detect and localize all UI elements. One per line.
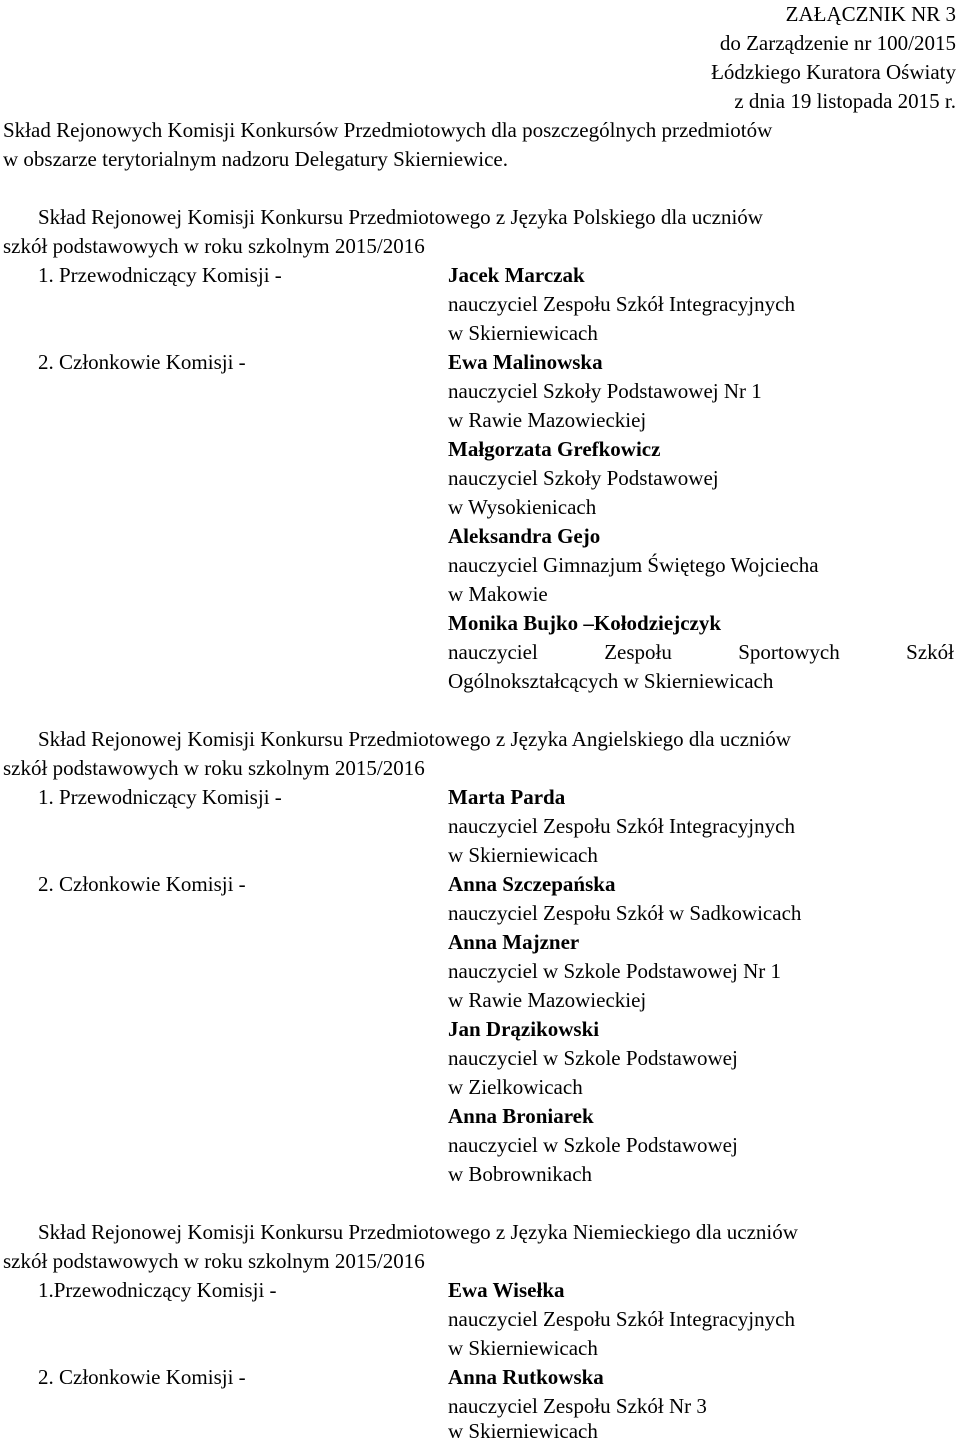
- english-chair-label: 1. Przewodniczący Komisji -: [38, 785, 282, 809]
- english-member-3-desc: nauczyciel w Szkole Podstawowej: [448, 1046, 738, 1070]
- english-member-2-desc: nauczyciel w Szkole Podstawowej Nr 1: [448, 959, 781, 983]
- desc-word: Zespołu: [604, 640, 672, 664]
- german-chair-label: 1.Przewodniczący Komisji -: [38, 1278, 277, 1302]
- english-member-2-city: w Rawie Mazowieckiej: [448, 988, 647, 1012]
- german-chair-name: Ewa Wisełka: [448, 1278, 565, 1302]
- polish-chair-label: 1. Przewodniczący Komisji -: [38, 263, 282, 287]
- german-member-1-city: w Skierniewicach: [448, 1419, 598, 1443]
- polish-member-4-desc: [448, 638, 954, 667]
- german-chair-desc: nauczyciel Zespołu Szkół Integracyjnych: [448, 1307, 795, 1331]
- polish-member-2-desc: nauczyciel Szkoły Podstawowej: [448, 466, 719, 490]
- german-title: Skład Rejonowej Komisji Konkursu Przedmiotowego z Języka Niemieckiego dla uczniów: [38, 1220, 798, 1244]
- german-members-label: 2. Członkowie Komisji -: [38, 1365, 246, 1389]
- english-chair-desc: nauczyciel Zespołu Szkół Integracyjnych: [448, 814, 795, 838]
- polish-chair-desc: nauczyciel Zespołu Szkół Integracyjnych: [448, 292, 795, 316]
- german-member-1-desc: nauczyciel Zespołu Szkół Nr 3: [448, 1394, 707, 1418]
- english-member-3-city: w Zielkowicach: [448, 1075, 583, 1099]
- polish-member-4-name: Monika Bujko –Kołodziejczyk: [448, 611, 722, 635]
- english-chair-name: Marta Parda: [448, 785, 566, 809]
- german-chair-city: w Skierniewicach: [448, 1336, 598, 1360]
- polish-member-3-name: Aleksandra Gejo: [448, 524, 601, 548]
- polish-member-1-name: Ewa Malinowska: [448, 350, 603, 374]
- english-member-1-name: Anna Szczepańska: [448, 872, 616, 896]
- polish-title: Skład Rejonowej Komisji Konkursu Przedmiotowego z Języka Polskiego dla uczniów: [38, 205, 763, 229]
- english-member-1-desc: nauczyciel Zespołu Szkół w Sadkowicach: [448, 901, 802, 925]
- english-member-4-desc: nauczyciel w Szkole Podstawowej: [448, 1133, 738, 1157]
- desc-word: Sportowych: [738, 640, 840, 664]
- polish-member-3-desc: nauczyciel Gimnazjum Świętego Wojciecha: [448, 553, 819, 577]
- attachment-authority: Łódzkiego Kuratora Oświaty: [711, 60, 956, 84]
- attachment-header: [711, 0, 956, 116]
- desc-word: Szkół: [906, 640, 954, 664]
- polish-member-2-name: Małgorzata Grefkowicz: [448, 437, 661, 461]
- polish-member-4-city: Ogólnokształcących w Skierniewicach: [448, 669, 774, 693]
- polish-members-label: 2. Członkowie Komisji -: [38, 350, 246, 374]
- polish-member-3-city: w Makowie: [448, 582, 548, 606]
- intro-line-2: w obszarze terytorialnym nadzoru Delegatury Skierniewice.: [3, 147, 508, 171]
- polish-member-1-desc: nauczyciel Szkoły Podstawowej Nr 1: [448, 379, 762, 403]
- attachment-ordinance: do Zarządzenie nr 100/2015: [719, 31, 956, 55]
- intro-line-1: Skład Rejonowych Komisji Konkursów Przedmiotowych dla poszczególnych przedmiotów: [3, 118, 773, 142]
- english-title-cont: szkół podstawowych w roku szkolnym 2015/2016: [3, 756, 425, 780]
- attachment-date: z dnia 19 listopada 2015 r.: [734, 89, 956, 113]
- german-title-cont: szkół podstawowych w roku szkolnym 2015/2016: [3, 1249, 425, 1273]
- attachment-number: ZAŁĄCZNIK NR 3: [785, 2, 956, 26]
- polish-member-2-city: w Wysokienicach: [448, 495, 597, 519]
- english-chair-city: w Skierniewicach: [448, 843, 598, 867]
- german-member-1-name: Anna Rutkowska: [448, 1365, 604, 1389]
- english-member-3-name: Jan Drązikowski: [448, 1017, 600, 1041]
- polish-member-1-city: w Rawie Mazowieckiej: [448, 408, 647, 432]
- english-member-4-name: Anna Broniarek: [448, 1104, 594, 1128]
- desc-word: nauczyciel: [448, 640, 538, 664]
- english-member-2-name: Anna Majzner: [448, 930, 580, 954]
- polish-chair-name: Jacek Marczak: [448, 263, 585, 287]
- polish-chair-city: w Skierniewicach: [448, 321, 598, 345]
- polish-title-cont: szkół podstawowych w roku szkolnym 2015/2016: [3, 234, 425, 258]
- english-title: Skład Rejonowej Komisji Konkursu Przedmiotowego z Języka Angielskiego dla uczniów: [38, 727, 791, 751]
- english-members-label: 2. Członkowie Komisji -: [38, 872, 246, 896]
- english-member-4-city: w Bobrownikach: [448, 1162, 593, 1186]
